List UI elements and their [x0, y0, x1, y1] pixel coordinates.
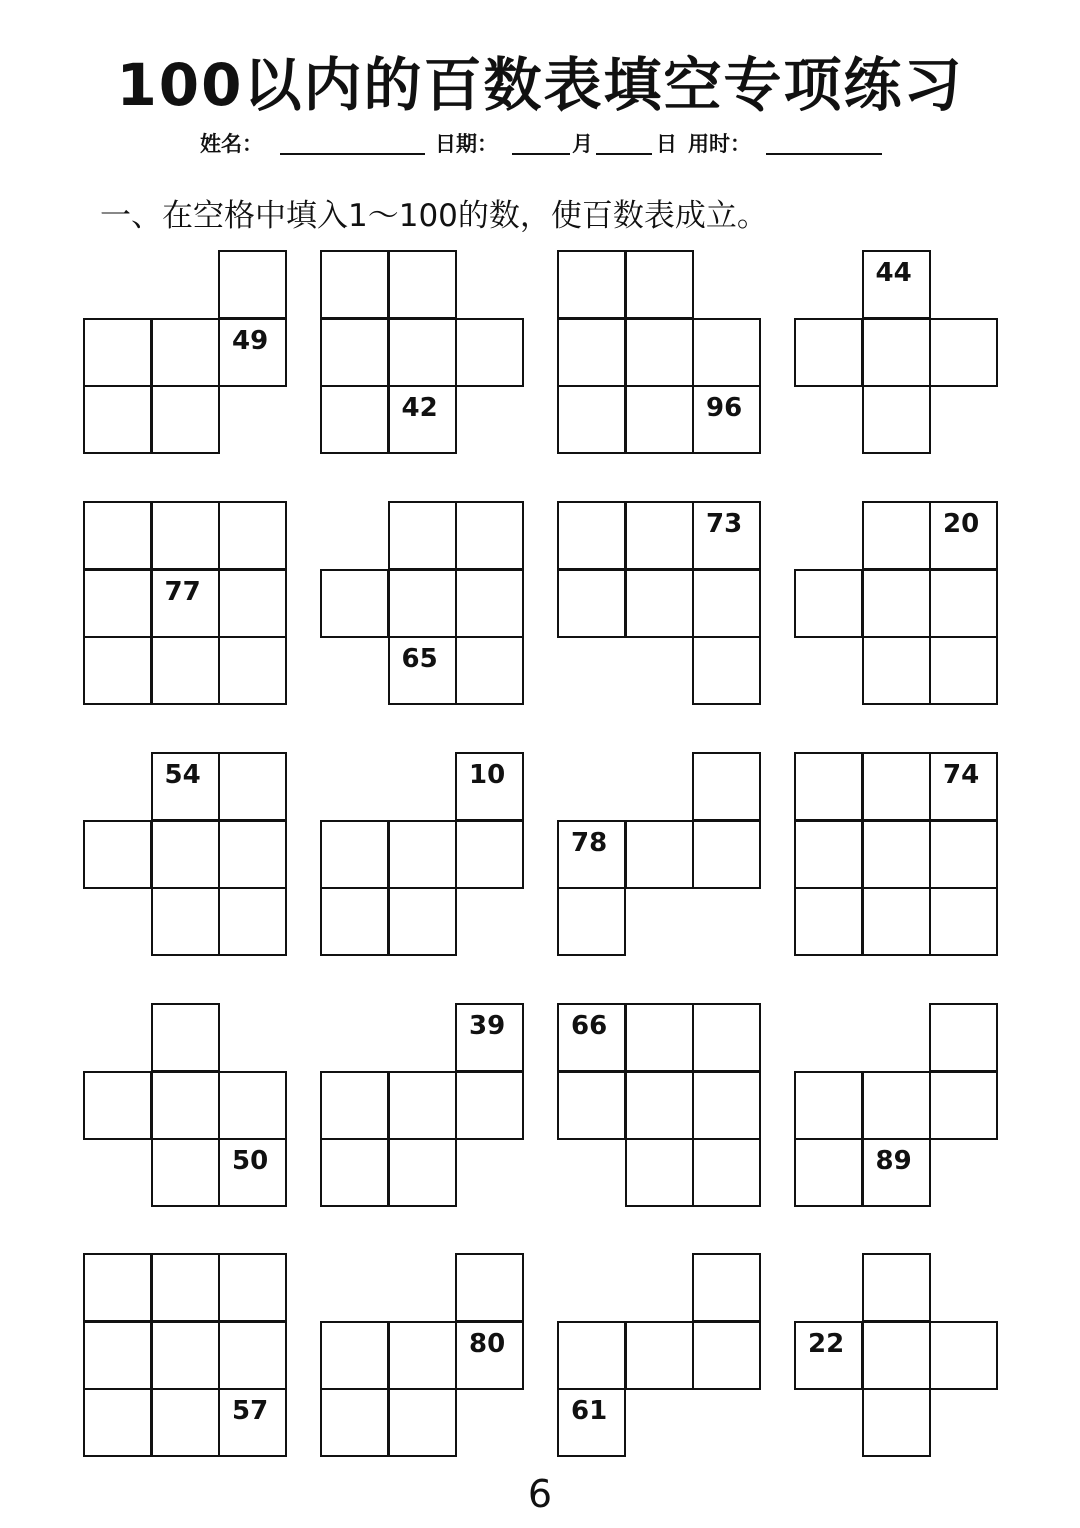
blank-cell[interactable]: [929, 1071, 998, 1140]
blank-cell[interactable]: [794, 1071, 863, 1140]
puzzle-5: [83, 501, 287, 705]
blank-cell[interactable]: [862, 752, 931, 821]
blank-cell[interactable]: [218, 752, 287, 821]
blank-cell[interactable]: [388, 887, 457, 956]
given-number: 54: [164, 760, 201, 790]
blank-cell[interactable]: [929, 569, 998, 638]
blank-cell[interactable]: [557, 318, 626, 387]
given-number: 50: [232, 1146, 269, 1176]
blank-cell[interactable]: [388, 1071, 457, 1140]
blank-cell[interactable]: [455, 569, 524, 638]
puzzle-6: [320, 501, 524, 705]
blank-cell[interactable]: [218, 1253, 287, 1322]
puzzle-2: [320, 250, 524, 454]
blank-cell[interactable]: [218, 636, 287, 705]
blank-cell[interactable]: [388, 1321, 457, 1390]
blank-cell[interactable]: [320, 1321, 389, 1390]
blank-cell[interactable]: [83, 1253, 152, 1322]
blank-cell[interactable]: [862, 887, 931, 956]
given-number: 96: [706, 393, 743, 423]
blank-cell[interactable]: [151, 1388, 220, 1457]
puzzle-13: [83, 1003, 287, 1207]
name-label: 姓名：: [200, 132, 263, 156]
given-number: 89: [875, 1146, 912, 1176]
blank-cell[interactable]: [862, 1388, 931, 1457]
blank-cell[interactable]: [692, 1253, 761, 1322]
given-number-cell: [388, 636, 457, 705]
blank-cell[interactable]: [929, 1321, 998, 1390]
given-number-cell: [388, 385, 457, 454]
blank-cell[interactable]: [83, 636, 152, 705]
blank-cell[interactable]: [625, 1321, 694, 1390]
given-number: 80: [469, 1328, 506, 1359]
blank-cell[interactable]: [320, 250, 389, 319]
blank-cell[interactable]: [557, 569, 626, 638]
blank-cell[interactable]: [557, 887, 626, 956]
given-number: 49: [232, 325, 269, 356]
given-number-cell: [151, 569, 220, 638]
blank-cell[interactable]: [625, 501, 694, 570]
blank-cell[interactable]: [218, 250, 287, 319]
blank-cell[interactable]: [151, 820, 220, 889]
puzzle-3: [557, 250, 761, 454]
month-label: 月: [572, 132, 593, 156]
given-number: 57: [232, 1396, 269, 1426]
given-number-cell: [557, 1003, 626, 1072]
blank-cell[interactable]: [388, 820, 457, 889]
given-number: 22: [808, 1328, 845, 1359]
page-number: 6: [527, 1472, 553, 1516]
time-label: 用时：: [688, 132, 751, 156]
given-number-cell: [692, 385, 761, 454]
worksheet-title: 100以内的百数表填空专项练习: [116, 51, 964, 119]
given-number-cell: [455, 752, 524, 821]
given-number: 78: [571, 827, 608, 858]
blank-cell[interactable]: [320, 1388, 389, 1457]
given-number-cell: [151, 752, 220, 821]
blank-cell[interactable]: [83, 1071, 152, 1140]
blank-cell[interactable]: [320, 1071, 389, 1140]
given-number-cell: [218, 1388, 287, 1457]
puzzle-9: [83, 752, 287, 956]
blank-cell[interactable]: [151, 385, 220, 454]
blank-cell[interactable]: [794, 569, 863, 638]
blank-cell[interactable]: [320, 887, 389, 956]
blank-cell[interactable]: [625, 1071, 694, 1140]
blank-cell[interactable]: [794, 887, 863, 956]
blank-cell[interactable]: [455, 636, 524, 705]
puzzle-12: [794, 752, 998, 956]
given-number-cell: [455, 1321, 524, 1390]
given-number: 77: [164, 576, 201, 607]
blank-cell[interactable]: [557, 1321, 626, 1390]
given-number-cell: [218, 318, 287, 387]
blank-cell[interactable]: [320, 569, 389, 638]
blank-cell[interactable]: [218, 820, 287, 889]
blank-cell[interactable]: [557, 385, 626, 454]
blank-cell[interactable]: [692, 569, 761, 638]
puzzle-20: [794, 1253, 998, 1457]
given-number: 39: [469, 1011, 506, 1041]
blank-cell[interactable]: [692, 318, 761, 387]
blank-cell[interactable]: [455, 501, 524, 570]
blank-cell[interactable]: [151, 1321, 220, 1390]
blank-cell[interactable]: [320, 820, 389, 889]
puzzle-7: [557, 501, 761, 705]
blank-cell[interactable]: [557, 1071, 626, 1140]
puzzle-19: [557, 1253, 761, 1457]
blank-cell[interactable]: [151, 1138, 220, 1207]
puzzle-14: [320, 1003, 524, 1207]
blank-cell[interactable]: [692, 752, 761, 821]
given-number-cell: [557, 820, 626, 889]
blank-cell[interactable]: [625, 385, 694, 454]
given-number-cell: [455, 1003, 524, 1072]
blank-cell[interactable]: [83, 385, 152, 454]
given-number-cell: [692, 501, 761, 570]
blank-cell[interactable]: [320, 385, 389, 454]
blank-cell[interactable]: [862, 636, 931, 705]
blank-cell[interactable]: [151, 318, 220, 387]
blank-cell[interactable]: [218, 501, 287, 570]
blank-cell[interactable]: [455, 318, 524, 387]
blank-cell[interactable]: [692, 636, 761, 705]
blank-cell[interactable]: [862, 569, 931, 638]
month-blank[interactable]: [512, 153, 570, 155]
date-label: 日期：: [435, 132, 498, 156]
puzzle-4: [794, 250, 998, 454]
given-number: 73: [706, 509, 743, 539]
blank-cell[interactable]: [625, 250, 694, 319]
day-blank[interactable]: [596, 153, 652, 155]
blank-cell[interactable]: [320, 318, 389, 387]
blank-cell[interactable]: [692, 1138, 761, 1207]
puzzle-18: [320, 1253, 524, 1457]
blank-cell[interactable]: [625, 569, 694, 638]
name-blank[interactable]: [280, 153, 425, 155]
blank-cell[interactable]: [83, 318, 152, 387]
given-number: 42: [401, 393, 438, 423]
blank-cell[interactable]: [692, 1071, 761, 1140]
blank-cell[interactable]: [151, 636, 220, 705]
blank-cell[interactable]: [929, 1003, 998, 1072]
blank-cell[interactable]: [151, 1253, 220, 1322]
given-number: 65: [401, 644, 438, 674]
blank-cell[interactable]: [151, 1003, 220, 1072]
blank-cell[interactable]: [862, 1321, 931, 1390]
blank-cell[interactable]: [388, 318, 457, 387]
given-number-cell: [557, 1388, 626, 1457]
blank-cell[interactable]: [692, 1003, 761, 1072]
blank-cell[interactable]: [83, 820, 152, 889]
blank-cell[interactable]: [929, 887, 998, 956]
puzzle-1: [83, 250, 287, 454]
blank-cell[interactable]: [625, 820, 694, 889]
blank-cell[interactable]: [625, 318, 694, 387]
blank-cell[interactable]: [388, 1138, 457, 1207]
given-number: 74: [943, 760, 980, 790]
instruction-text: 一、在空格中填入1～100的数，使百数表成立。: [100, 198, 768, 234]
given-number: 20: [943, 509, 980, 539]
blank-cell[interactable]: [862, 318, 931, 387]
given-number-cell: [929, 501, 998, 570]
blank-cell[interactable]: [218, 569, 287, 638]
puzzle-15: [557, 1003, 761, 1207]
given-number: 10: [469, 760, 506, 790]
blank-cell[interactable]: [455, 1253, 524, 1322]
given-number-cell: [218, 1138, 287, 1207]
blank-cell[interactable]: [388, 569, 457, 638]
given-number: 66: [571, 1011, 608, 1041]
blank-cell[interactable]: [388, 501, 457, 570]
blank-cell[interactable]: [862, 1253, 931, 1322]
blank-cell[interactable]: [929, 820, 998, 889]
blank-cell[interactable]: [692, 1321, 761, 1390]
given-number-cell: [862, 1138, 931, 1207]
blank-cell[interactable]: [794, 1138, 863, 1207]
blank-cell[interactable]: [388, 250, 457, 319]
day-label: 日: [656, 132, 677, 156]
puzzle-16: [794, 1003, 998, 1207]
blank-cell[interactable]: [794, 318, 863, 387]
time-blank[interactable]: [766, 153, 882, 155]
blank-cell[interactable]: [455, 1071, 524, 1140]
blank-cell[interactable]: [862, 820, 931, 889]
blank-cell[interactable]: [455, 820, 524, 889]
blank-cell[interactable]: [151, 887, 220, 956]
blank-cell[interactable]: [862, 1071, 931, 1140]
puzzle-17: [83, 1253, 287, 1457]
blank-cell[interactable]: [929, 318, 998, 387]
blank-cell[interactable]: [218, 1321, 287, 1390]
given-number: 61: [571, 1396, 608, 1426]
puzzle-8: [794, 501, 998, 705]
blank-cell[interactable]: [83, 501, 152, 570]
blank-cell[interactable]: [151, 501, 220, 570]
puzzle-11: [557, 752, 761, 956]
blank-cell[interactable]: [625, 1138, 694, 1207]
blank-cell[interactable]: [218, 887, 287, 956]
blank-cell[interactable]: [557, 250, 626, 319]
blank-cell[interactable]: [862, 501, 931, 570]
given-number-cell: [794, 1321, 863, 1390]
blank-cell[interactable]: [929, 636, 998, 705]
blank-cell[interactable]: [83, 1388, 152, 1457]
puzzle-10: [320, 752, 524, 956]
blank-cell[interactable]: [388, 1388, 457, 1457]
blank-cell[interactable]: [794, 752, 863, 821]
blank-cell[interactable]: [218, 1071, 287, 1140]
blank-cell[interactable]: [151, 1071, 220, 1140]
given-number-cell: [929, 752, 998, 821]
blank-cell[interactable]: [794, 820, 863, 889]
blank-cell[interactable]: [83, 569, 152, 638]
blank-cell[interactable]: [862, 385, 931, 454]
blank-cell[interactable]: [83, 1321, 152, 1390]
blank-cell[interactable]: [320, 1138, 389, 1207]
given-number-cell: [862, 250, 931, 319]
blank-cell[interactable]: [625, 1003, 694, 1072]
blank-cell[interactable]: [692, 820, 761, 889]
blank-cell[interactable]: [557, 501, 626, 570]
given-number: 44: [875, 258, 912, 288]
